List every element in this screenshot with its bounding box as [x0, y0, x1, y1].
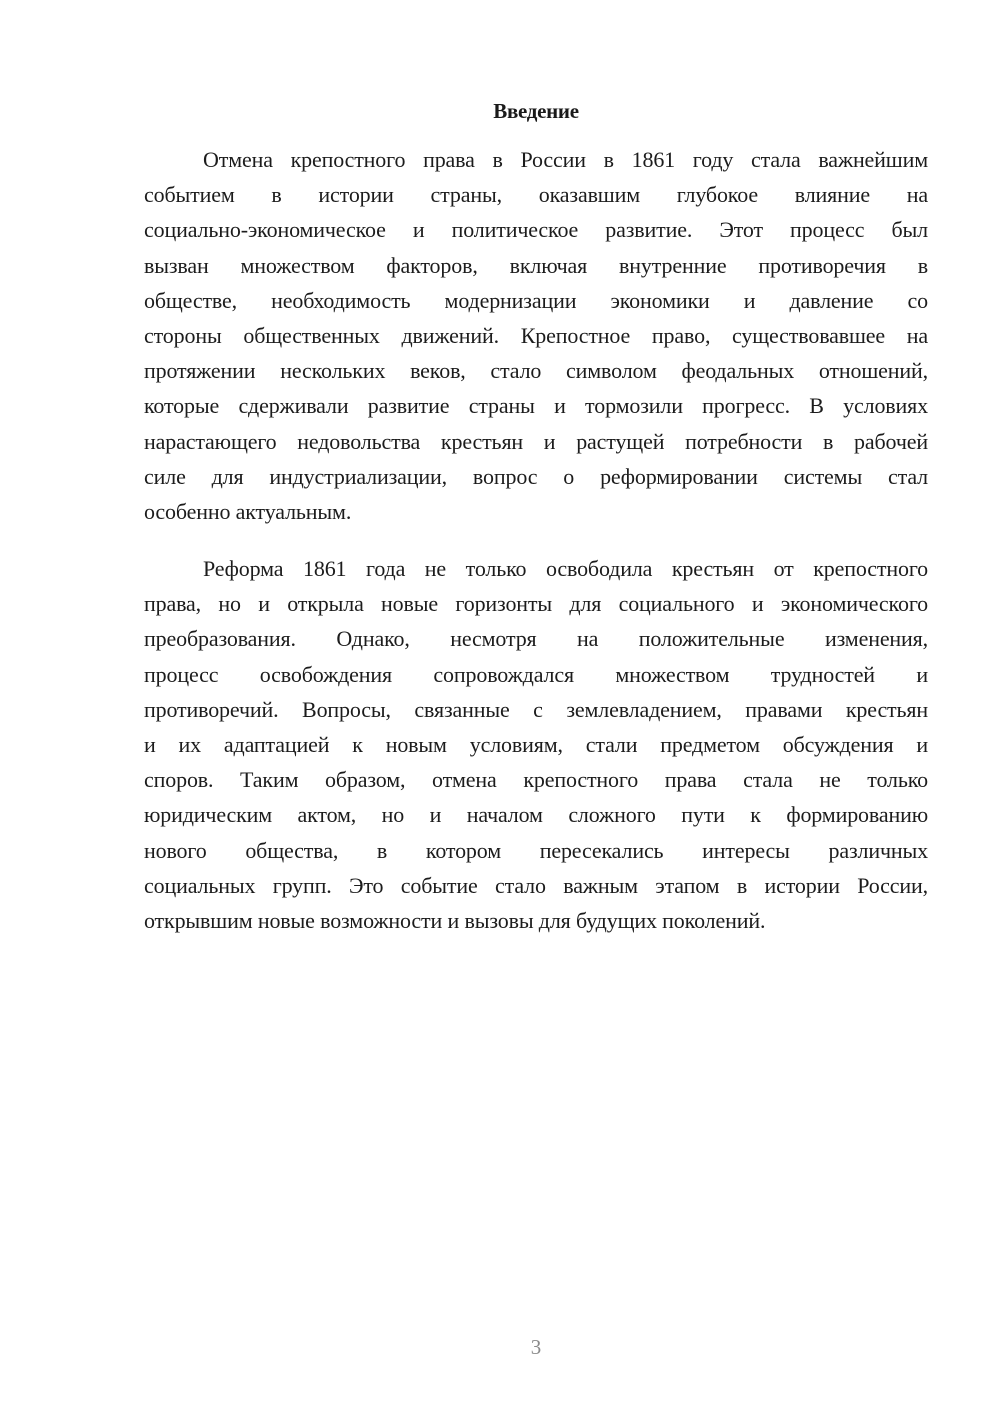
- section-heading: Введение: [493, 99, 579, 123]
- text-line: нового общества, в котором пересекались интересы различных: [144, 837, 928, 863]
- text-line: протяжении нескольких веков, стало символом феодальных отношений,: [144, 358, 928, 384]
- text-line: юридическим актом, но и началом сложного пути к формированию: [144, 802, 928, 828]
- text-line: права, но и открыла новые горизонты для социального и экономического: [144, 591, 928, 617]
- text-line: силе для индустриализации, вопрос о реформировании системы стал: [144, 463, 928, 489]
- text-line: споров. Таким образом, отмена крепостного права стала не только: [144, 767, 928, 793]
- text-line: и их адаптацией к новым условиям, стали предметом обсуждения и: [144, 731, 928, 757]
- text-line: особенно актуальным.: [144, 498, 352, 524]
- text-line: открывшим новые возможности и вызовы для будущих поколений.: [144, 907, 766, 933]
- text-line: процесс освобождения сопровождался множеством трудностей и: [144, 661, 928, 687]
- text-line: преобразования. Однако, несмотря на положительные изменения,: [144, 626, 928, 652]
- text-line: нарастающего недовольства крестьян и растущей потребности в рабочей: [144, 428, 928, 454]
- text-line: социальных групп. Это событие стало важным этапом в истории России,: [144, 872, 928, 898]
- text-line: стороны общественных движений. Крепостное право, существовавшее на: [144, 322, 928, 348]
- page-number: 3: [530, 1335, 542, 1359]
- text-line: Отмена крепостного права в России в 1861 году стала важнейшим: [203, 147, 928, 172]
- text-line: социально-экономическое и политическое развитие. Этот процесс был: [144, 217, 928, 243]
- text-line: обществе, необходимость модернизации экономики и давление со: [144, 287, 928, 313]
- text-line: Реформа 1861 года не только освободила крестьян от крепостного: [203, 556, 928, 581]
- text-line: противоречий. Вопросы, связанные с землевладением, правами крестьян: [144, 696, 928, 722]
- text-line: событием в истории страны, оказавшим глубокое влияние на: [144, 182, 928, 208]
- paragraph-introduction-2: [144, 551, 928, 938]
- text-line: вызван множеством факторов, включая внутренние противоречия в: [144, 252, 928, 278]
- paragraph-introduction-1: [144, 142, 928, 529]
- text-line: которые сдерживали развитие страны и тормозили прогресс. В условиях: [144, 393, 928, 419]
